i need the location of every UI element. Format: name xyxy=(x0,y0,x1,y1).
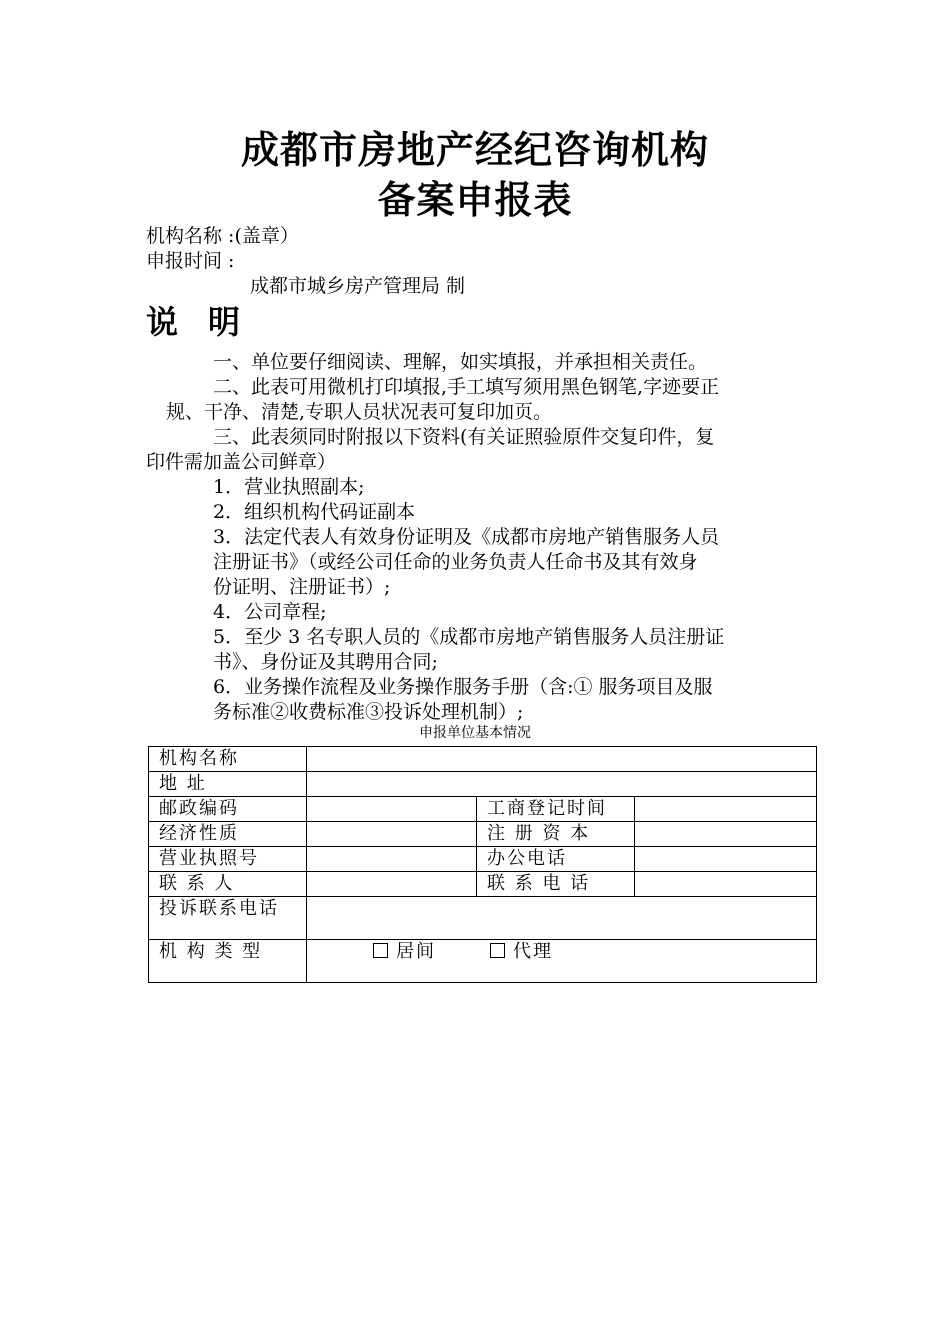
table-row xyxy=(149,847,817,872)
complaint-phone-cell: 投诉联系电话 xyxy=(149,897,307,940)
table-row xyxy=(149,747,817,772)
org-type-cell: 机 构 类 型 xyxy=(149,940,307,983)
office-phone-cell: 办公电话 xyxy=(477,847,635,872)
postcode-value[interactable] xyxy=(307,797,477,822)
instructions-heading: 说明 xyxy=(146,303,271,341)
license-no-value[interactable] xyxy=(307,847,477,872)
type-option-agency[interactable] xyxy=(490,940,553,964)
attachment-item-4: 4．公司章程; xyxy=(213,601,327,623)
table-row xyxy=(149,772,817,797)
instruction-1: 一、单位要仔细阅读、理解，如实填报，并承担相关责任。 xyxy=(213,351,708,373)
document-title-line1: 成都市房地产经纪咨询机构 xyxy=(240,128,709,172)
attachment-item-1: 1．营业执照副本; xyxy=(213,476,365,498)
address-cell: 地 址 xyxy=(149,772,307,797)
attachment-item-5a: 5．至少 3 名专职人员的《成都市房地产销售服务人员注册证 xyxy=(213,626,725,648)
contact-phone-value[interactable] xyxy=(635,872,817,897)
reg-capital-cell: 注 册 资 本 xyxy=(477,822,635,847)
contact-cell: 联 系 人 xyxy=(149,872,307,897)
contact-phone-cell: 联 系 电 话 xyxy=(477,872,635,897)
document-title-line2: 备案申报表 xyxy=(377,178,573,222)
office-phone-value[interactable] xyxy=(635,847,817,872)
basic-info-table xyxy=(148,746,817,983)
table-row xyxy=(149,940,817,983)
attachment-item-6b: 务标准②收费标准③投诉处理机制）; xyxy=(213,701,524,723)
reg-time-value[interactable] xyxy=(635,797,817,822)
type-option-1-label: 居间 xyxy=(396,941,436,962)
complaint-phone-value[interactable] xyxy=(307,897,817,940)
instruction-3a: 三、此表须同时附报以下资料(有关证照验原件交复印件，复 xyxy=(213,426,715,448)
table-row xyxy=(149,797,817,822)
contact-value[interactable] xyxy=(307,872,477,897)
attachment-item-5b: 书》、身份证及其聘用合同; xyxy=(213,651,438,673)
checkbox-icon[interactable] xyxy=(373,943,388,958)
address-value[interactable] xyxy=(307,772,817,797)
table-row xyxy=(149,897,817,940)
reg-capital-value[interactable] xyxy=(635,822,817,847)
date-label: 申报时间 : xyxy=(146,250,235,272)
econ-nature-value[interactable] xyxy=(307,822,477,847)
table-row xyxy=(149,822,817,847)
attachment-item-3b: 注册证书》（或经公司任命的业务负责人任命书及其有效身 xyxy=(213,551,698,573)
org-name-cell: 机构名称 xyxy=(149,747,307,772)
instruction-2a: 二、此表可用微机打印填报,手工填写须用黑色钢笔,字迹要正 xyxy=(213,376,720,398)
table-row xyxy=(149,872,817,897)
type-option-brokerage[interactable] xyxy=(373,940,436,964)
attachment-item-2: 2．组织机构代码证副本 xyxy=(213,501,416,523)
table-caption: 申报单位基本情况 xyxy=(419,725,531,741)
type-option-2-label: 代理 xyxy=(513,941,553,962)
attachment-item-3c: 份证明、注册证书）; xyxy=(213,576,391,598)
license-no-cell: 营业执照号 xyxy=(149,847,307,872)
org-type-options xyxy=(307,940,817,983)
checkbox-icon[interactable] xyxy=(490,943,505,958)
issuer-text: 成都市城乡房产管理局 制 xyxy=(250,275,466,297)
attachment-item-3a: 3．法定代表人有效身份证明及《成都市房地产销售服务人员 xyxy=(213,526,720,548)
attachment-item-6a: 6．业务操作流程及业务操作服务手册（含:① 服务项目及服 xyxy=(213,676,713,698)
instruction-2b: 规、干净、清楚,专职人员状况表可复印加页。 xyxy=(166,401,553,423)
reg-time-cell: 工商登记时间 xyxy=(477,797,635,822)
instruction-3b: 印件需加盖公司鲜章） xyxy=(146,451,337,473)
postcode-cell: 邮政编码 xyxy=(149,797,307,822)
org-name-label: 机构名称 :(盖章） xyxy=(146,225,299,247)
econ-nature-cell: 经济性质 xyxy=(149,822,307,847)
org-name-value[interactable] xyxy=(307,747,817,772)
